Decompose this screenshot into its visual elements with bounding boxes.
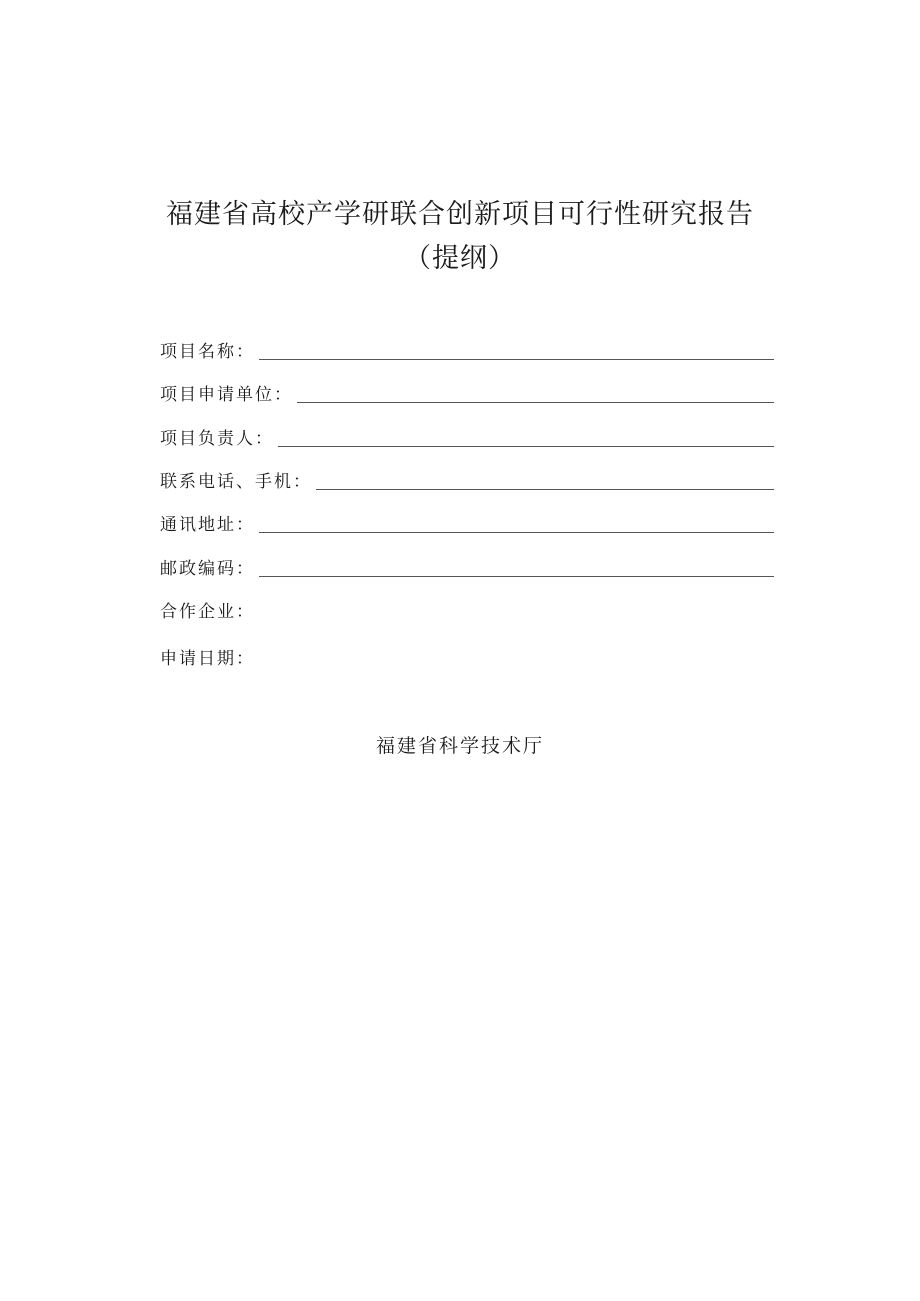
fill-in-line[interactable] — [259, 358, 774, 360]
field-label: 邮政编码： — [160, 559, 255, 579]
field-label: 项目负责人： — [160, 429, 274, 449]
field-project-name — [160, 335, 774, 363]
field-label: 项目名称： — [160, 342, 255, 362]
document-subtitle: （提纲） — [404, 243, 516, 274]
fill-in-line[interactable] — [297, 401, 774, 403]
field-label: 项目申请单位： — [160, 385, 293, 405]
field-label: 通讯地址： — [160, 515, 255, 535]
field-label: 联系电话、手机： — [160, 472, 312, 492]
document-title: 福建省高校产学研联合创新项目可行性研究报告 — [166, 199, 754, 230]
fill-in-line[interactable] — [259, 531, 774, 533]
field-label: 申请日期： — [160, 649, 255, 669]
field-phone — [160, 465, 774, 493]
fill-in-line[interactable] — [316, 488, 774, 490]
field-project-leader — [160, 422, 774, 450]
field-application-date — [160, 642, 774, 670]
field-address — [160, 508, 774, 536]
field-postal-code — [160, 552, 774, 580]
field-partner-company — [160, 595, 774, 623]
fill-in-line[interactable] — [278, 445, 774, 447]
fill-in-line[interactable] — [259, 575, 774, 577]
field-applicant-unit — [160, 378, 774, 406]
field-label: 合作企业： — [160, 602, 255, 622]
issuer-name: 福建省科学技术厅 — [375, 735, 544, 757]
